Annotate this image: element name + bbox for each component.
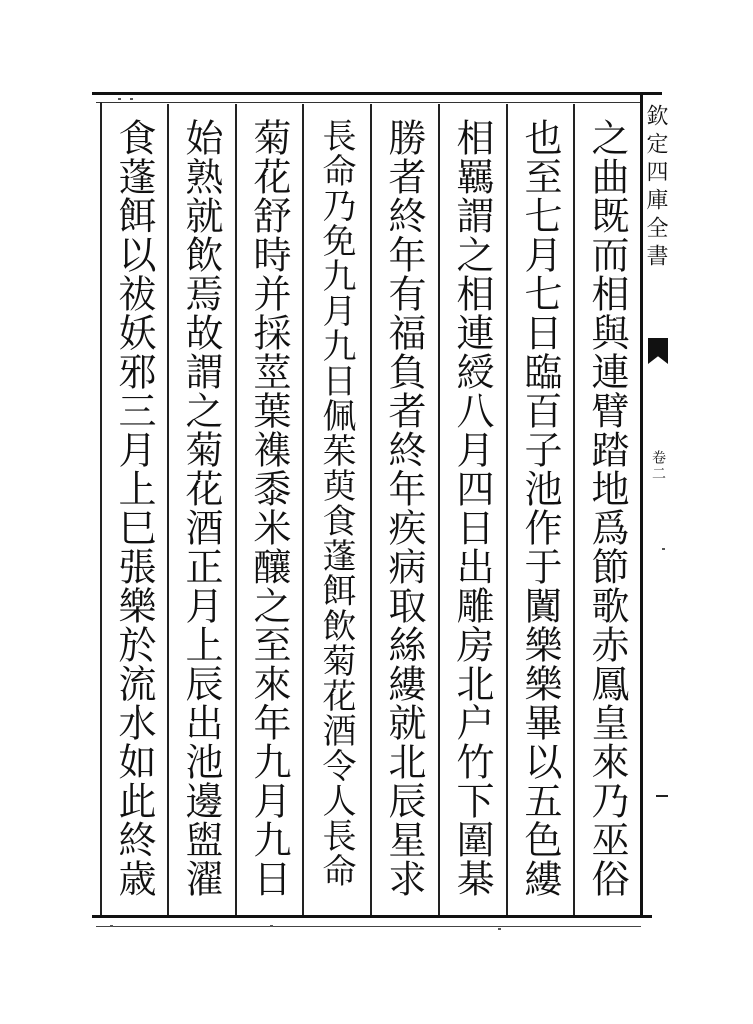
column-rule xyxy=(235,104,237,915)
column-text: 菊花舒時并採莖葉襍黍米釀之至來年九月九日 xyxy=(247,118,291,898)
column-text: 相羈謂之相連綬八月四日出雕房北户竹下圍棊 xyxy=(450,118,494,898)
column-text: 也至七月七日臨百子池作于闐樂樂畢以五色縷 xyxy=(518,118,562,898)
column-rule xyxy=(573,104,575,915)
column-rule xyxy=(167,104,169,915)
text-column-6 xyxy=(238,118,300,913)
print-speck xyxy=(118,98,121,100)
print-speck xyxy=(130,98,133,100)
print-speck xyxy=(498,928,501,930)
column-text: 之曲既而相與連臂踏地爲節歌赤鳳皇來乃巫俗 xyxy=(585,118,629,898)
column-rule xyxy=(370,104,372,915)
frame-bottom-inner-rule xyxy=(96,926,641,927)
column-text: 食蓬餌以祓妖邪三月上巳張樂於流水如此終歳 xyxy=(112,118,156,898)
print-speck xyxy=(662,548,665,550)
text-column-5 xyxy=(305,118,367,913)
text-column-1 xyxy=(576,118,638,913)
book-title: 欽定四庫全書 xyxy=(643,104,668,272)
frame-bottom-rule xyxy=(92,915,652,918)
text-column-4 xyxy=(373,118,435,913)
frame-left-rule xyxy=(100,102,102,915)
column-text: 始熟就飲焉故謂之菊花酒正月上辰出池邊盥濯 xyxy=(179,118,223,898)
text-column-8 xyxy=(103,118,165,913)
text-column-7 xyxy=(170,118,232,913)
frame-top-rule xyxy=(92,92,662,95)
text-column-3 xyxy=(441,118,503,913)
column-text: 長命乃免九月九日佩茱萸食蓬餌飲菊花酒令人長命 xyxy=(316,118,356,888)
column-rule xyxy=(302,104,304,915)
text-column-2 xyxy=(509,118,571,913)
margin-ornament xyxy=(656,795,668,797)
print-speck xyxy=(110,925,113,927)
column-rule xyxy=(438,104,440,915)
column-text: 勝者終年有福負者終年疾病取絲縷就北辰星求 xyxy=(382,118,426,898)
column-rule xyxy=(506,104,508,915)
frame-top-inner-rule xyxy=(96,102,641,103)
volume-label: 卷二 xyxy=(650,450,666,482)
print-speck xyxy=(270,925,273,927)
